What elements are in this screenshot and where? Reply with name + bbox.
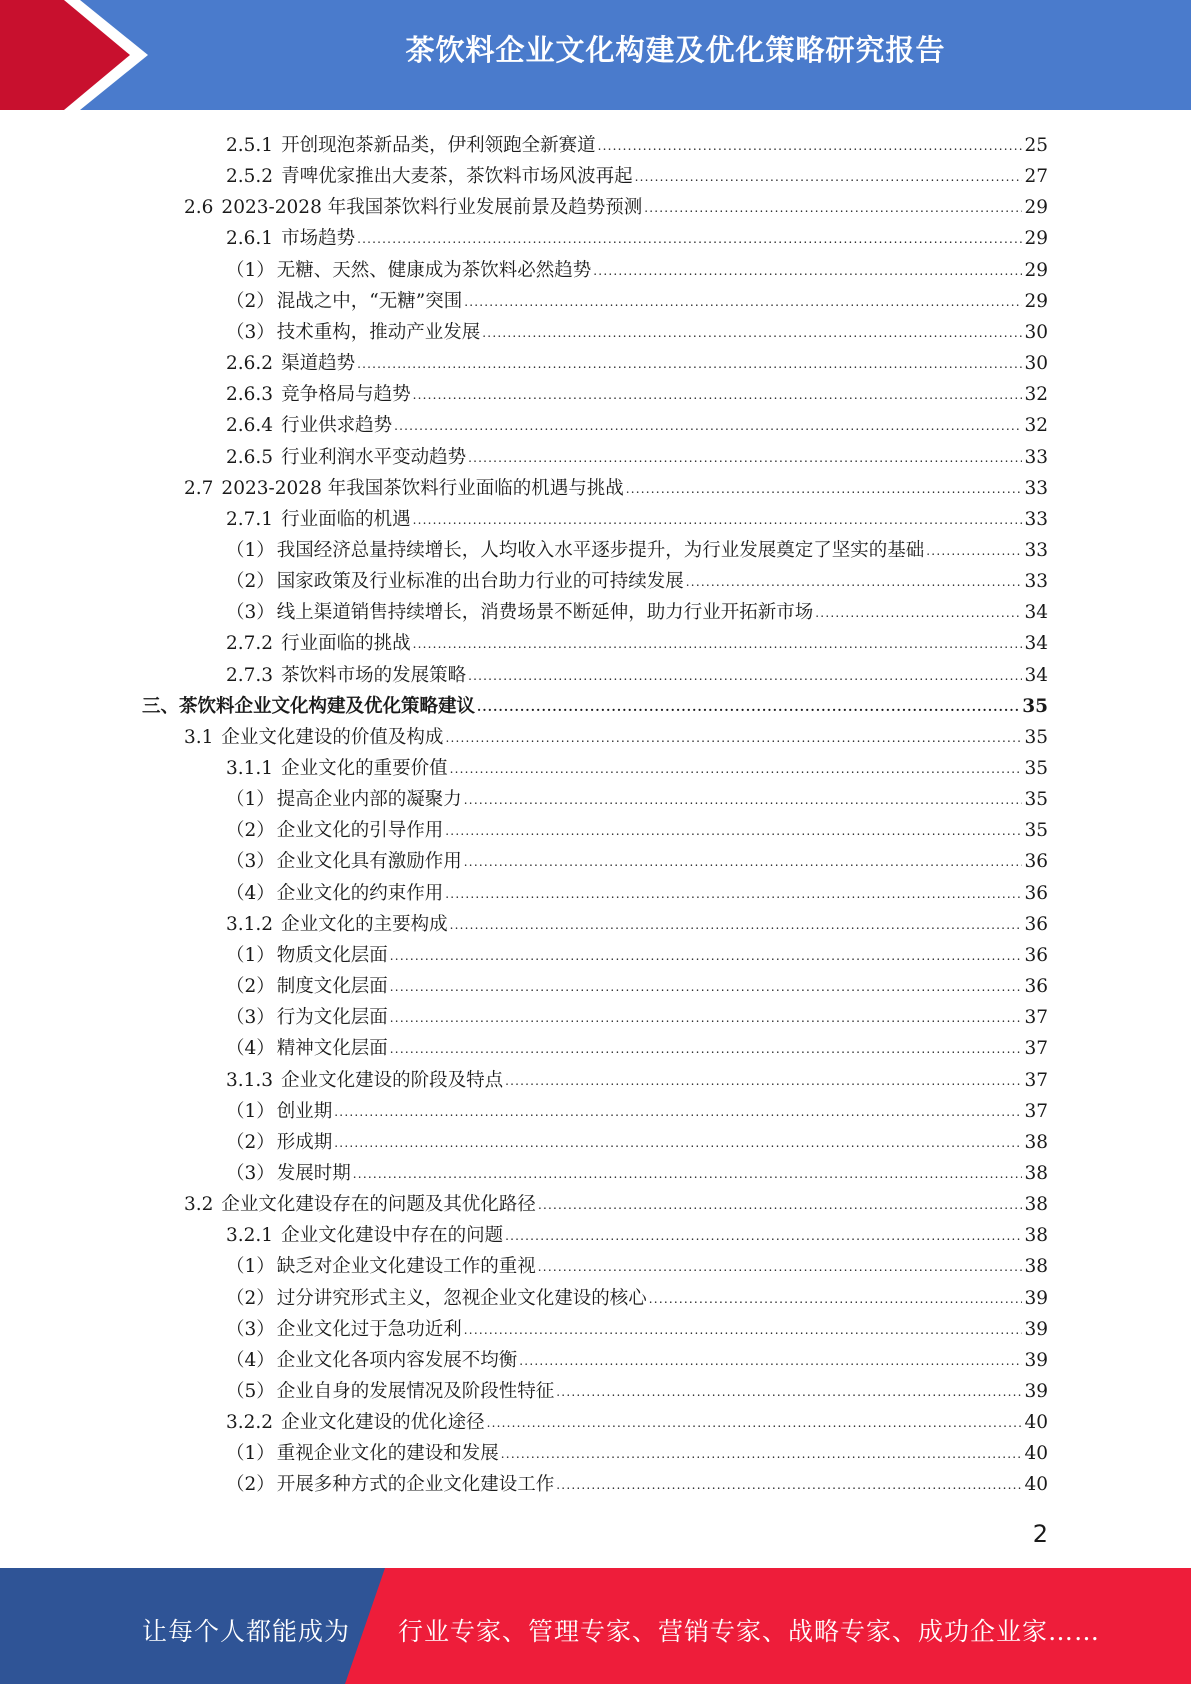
toc-entry[interactable] [184,470,1048,501]
toc-entry[interactable] [226,314,1048,345]
toc-entry-title: 竞争格局与趋势 [281,384,411,406]
footer-banner [0,1568,1191,1684]
toc-dot-leader [357,352,1022,376]
toc-entry-number: （2） [226,820,275,842]
toc-entry-page: 39 [1024,1349,1048,1371]
toc-entry-page: 37 [1024,1038,1048,1060]
toc-entry[interactable] [226,968,1048,999]
toc-entry-number: 2.7 [184,477,214,499]
toc-dot-leader [390,975,1023,999]
toc-entry-page: 38 [1024,1225,1048,1247]
toc-dot-leader [538,1193,1023,1217]
toc-entry-title: 企业文化的重要价值 [281,758,448,779]
toc-entry[interactable] [226,439,1048,470]
toc-entry-page: 29 [1024,197,1048,219]
toc-dot-leader [334,1100,1022,1124]
toc-entry[interactable] [226,657,1048,688]
toc-entry-page: 37 [1024,1069,1048,1091]
toc-entry-title: 企业文化的约束作用 [276,882,444,904]
toc-entry-number: （3） [226,602,275,624]
toc-entry-number: 2.7.2 [226,633,274,655]
footer-slogan-right: 行业专家、管理专家、营销专家、战略专家、成功企业家…… [398,1617,1101,1646]
toc-entry-page: 33 [1024,446,1048,468]
toc-dot-leader [445,819,1022,843]
toc-dot-leader [464,1318,1023,1342]
toc-entry-page: 33 [1024,539,1048,561]
toc-entry-title: 过分讲究形式主义，忽视企业文化建设的核心 [276,1287,647,1309]
toc-entry-number: 2.6.2 [226,353,274,375]
toc-entry-number: （1） [226,944,275,966]
toc-dot-leader [598,134,1023,158]
toc-dot-leader [468,446,1022,470]
toc-dot-leader [464,788,1023,812]
toc-entry-page: 37 [1024,1007,1048,1029]
toc-dot-leader [450,757,1023,781]
toc-entry-number: 2.5.1 [226,135,274,156]
toc-entry[interactable] [226,1466,1048,1497]
toc-entry[interactable] [226,252,1048,283]
toc-entry-page: 38 [1024,1131,1048,1153]
toc-entry-title: 行业面临的机遇 [281,508,411,530]
toc-entry-page: 32 [1024,384,1048,406]
toc-entry[interactable] [226,1217,1048,1248]
toc-entry-number: （4） [226,882,275,904]
toc-entry-title: 我国经济总量持续增长，人均收入水平逐步提升，为行业发展奠定了坚实的基础 [276,539,925,561]
toc-entry[interactable] [226,1280,1048,1311]
toc-entry-page: 36 [1024,976,1048,998]
toc-entry[interactable] [226,283,1048,314]
toc-dot-leader [556,1380,1022,1404]
toc-entry-page: 25 [1024,135,1048,156]
footer-slogan-left: 让每个人都能成为 [142,1617,351,1646]
toc-entry-title: 青啤优家推出大麦茶，茶饮料市场风波再起 [281,166,633,188]
toc-entry-page: 35 [1024,726,1048,748]
toc-dot-leader [357,227,1022,251]
toc-entry-title: 精神文化层面 [276,1038,388,1060]
toc-entry[interactable] [184,189,1048,220]
toc-dot-leader [649,1287,1023,1311]
toc-entry-number: 3.1.3 [226,1069,274,1091]
toc-entry[interactable] [142,688,1048,719]
toc-entry-title: 企业文化的引导作用 [276,820,444,842]
toc-entry[interactable] [226,875,1048,906]
toc-dot-leader [686,570,1023,594]
toc-entry-number: （2） [226,290,275,312]
toc-entry[interactable] [226,1093,1048,1124]
toc-dot-leader [482,321,1022,345]
toc-entry-number: （3） [226,1162,275,1184]
toc-entry[interactable] [226,501,1048,532]
toc-entry-number: 2.6.1 [226,228,274,250]
toc-entry-page: 35 [1022,695,1048,717]
toc-dot-leader [464,850,1023,874]
toc-entry[interactable] [184,1186,1048,1217]
toc-entry[interactable] [226,127,1048,158]
toc-entry-page: 29 [1024,228,1048,250]
toc-entry-page: 35 [1024,820,1048,842]
toc-entry-number: （2） [226,1474,275,1496]
toc-entry-title: 行业面临的挑战 [281,633,411,655]
toc-entry-page: 38 [1024,1162,1048,1184]
toc-entry-page: 33 [1024,571,1048,593]
toc-dot-leader [464,290,1022,314]
toc-entry-page: 40 [1024,1443,1048,1465]
toc-entry-title: 开展多种方式的企业文化建设工作 [276,1474,555,1496]
toc-entry-number: （1） [226,259,275,281]
toc-entry-title: 制度文化层面 [276,976,388,998]
toc-entry-page: 29 [1024,259,1048,281]
toc-entry[interactable] [226,906,1048,937]
toc-entry[interactable] [226,1124,1048,1155]
toc-dot-leader [413,632,1023,656]
toc-entry-number: （5） [226,1381,275,1402]
toc-entry-title: 企业文化建设存在的问题及其优化路径 [221,1194,536,1216]
toc-dot-leader [501,1442,1023,1466]
toc-entry-title: 重视企业文化的建设和发展 [276,1443,499,1465]
toc-entry-number: 3.2.2 [226,1412,274,1434]
toc-entry-title: 渠道趋势 [281,353,356,375]
toc-entry-number: （4） [226,1038,275,1060]
toc-entry-title: 开创现泡茶新品类，伊利领跑全新赛道 [281,135,596,156]
toc-entry-page: 30 [1024,321,1048,343]
toc-entry[interactable] [226,376,1048,407]
toc-entry-title: 缺乏对企业文化建设工作的重视 [276,1256,536,1278]
toc-entry-title: 企业文化各项内容发展不均衡 [276,1349,518,1371]
toc-entry-title: 企业文化过于急功近利 [276,1318,462,1340]
toc-entry-number: 3.2 [184,1194,214,1216]
toc-entry[interactable] [226,407,1048,438]
toc-dot-leader [413,383,1023,407]
toc-entry-page: 27 [1024,166,1048,188]
toc-entry[interactable] [226,781,1048,812]
toc-entry-title: 2023-2028 年我国茶饮料行业面临的机遇与挑战 [221,477,624,499]
toc-entry-title: 茶饮料企业文化构建及优化策略建议 [179,695,476,717]
toc-entry-number: （1） [226,1256,275,1278]
toc-dot-leader [334,1131,1022,1155]
toc-entry-title: 企业文化具有激励作用 [276,851,462,873]
toc-entry-title: 行业利润水平变动趋势 [281,446,467,468]
toc-entry-number: （1） [226,1443,275,1465]
toc-entry-number: （3） [226,1318,275,1340]
toc-entry[interactable] [226,345,1048,376]
toc-dot-leader [413,508,1023,532]
toc-entry-page: 33 [1024,477,1048,499]
toc-entry[interactable] [226,812,1048,843]
toc-entry-page: 36 [1024,944,1048,966]
toc-dot-leader [926,539,1022,563]
toc-entry-title: 国家政策及行业标准的出台助力行业的可持续发展 [276,571,684,593]
toc-entry-page: 39 [1024,1287,1048,1309]
toc-dot-leader [390,944,1023,968]
toc-entry[interactable] [226,1155,1048,1186]
toc-dot-leader [468,664,1022,688]
toc-entry-page: 37 [1024,1100,1048,1122]
toc-entry-number: 2.7.1 [226,508,274,530]
toc-dot-leader [626,477,1023,501]
toc-entry-title: 企业文化建设的价值及构成 [221,726,444,748]
toc-dot-leader [593,259,1022,283]
toc-entry-title: 2023-2028 年我国茶饮料行业发展前景及趋势预测 [221,197,643,219]
toc-dot-leader [445,882,1022,906]
toc-entry[interactable] [226,594,1048,625]
toc-entry[interactable] [226,1030,1048,1061]
toc-entry-page: 39 [1024,1318,1048,1340]
toc-entry[interactable] [184,719,1048,750]
toc-entry[interactable] [226,563,1048,594]
toc-entry-number: 3.1.2 [226,913,274,935]
toc-entry-page: 34 [1024,602,1048,624]
toc-entry-number: （1） [226,1100,275,1122]
toc-dot-leader [556,1473,1022,1497]
toc-entry-title: 企业文化建设的阶段及特点 [281,1069,504,1091]
toc-entry-title: 物质文化层面 [276,944,388,966]
toc-entry[interactable] [226,532,1048,563]
toc-entry[interactable] [226,1311,1048,1342]
toc-entry-number: 2.6 [184,197,214,219]
toc-entry[interactable] [226,1373,1048,1404]
toc-entry-title: 提高企业内部的凝聚力 [276,789,462,811]
toc-entry-number: （3） [226,1007,275,1029]
toc-entry-page: 36 [1024,851,1048,873]
toc-entry-number: 2.6.3 [226,384,274,406]
toc-entry[interactable] [226,220,1048,251]
toc-entry[interactable] [226,1248,1048,1279]
toc-entry-page: 32 [1024,415,1048,437]
toc-entry-title: 茶饮料市场的发展策略 [281,664,467,686]
toc-entry-page: 40 [1024,1474,1048,1496]
toc-entry-page: 40 [1024,1412,1048,1434]
toc-dot-leader [390,1006,1023,1030]
toc-entry-number: （2） [226,571,275,593]
toc-entry-number: 2.7.3 [226,664,274,686]
toc-dot-leader [445,726,1022,750]
toc-entry-number: （1） [226,789,275,811]
toc-dot-leader [394,414,1022,438]
toc-entry-number: 2.5.2 [226,166,274,188]
toc-entry-number: （2） [226,976,275,998]
toc-entry-number: （3） [226,851,275,873]
toc-entry-title: 企业自身的发展情况及阶段性特征 [276,1381,555,1402]
report-title: 茶饮料企业文化构建及优化策略研究报告 [405,33,946,67]
toc-entry-number: （2） [226,1287,275,1309]
toc-entry-page: 30 [1024,353,1048,375]
toc-entry-page: 33 [1024,508,1048,530]
toc-entry-number: 3.2.1 [226,1225,274,1247]
toc-entry-page: 34 [1024,633,1048,655]
toc-entry-title: 行业供求趋势 [281,415,393,437]
toc-entry[interactable] [226,999,1048,1030]
toc-entry-page: 35 [1024,758,1048,779]
toc-dot-leader [487,1411,1023,1435]
toc-entry-title: 企业文化建设的优化途径 [281,1412,485,1434]
toc-entry[interactable] [226,625,1048,656]
toc-entry-number: 3.1 [184,726,214,748]
toc-entry-number: 2.6.5 [226,446,274,468]
toc-entry-page: 35 [1024,789,1048,811]
toc-entry-title: 线上渠道销售持续增长，消费场景不断延伸，助力行业开拓新市场 [276,602,814,624]
toc-entry-title: 企业文化的主要构成 [281,913,448,935]
toc-entry-title: 发展时期 [276,1162,351,1184]
toc-entry[interactable] [226,1342,1048,1373]
toc-dot-leader [644,196,1022,220]
toc-entry-title: 无糖、天然、健康成为茶饮料必然趋势 [276,259,592,281]
toc-dot-leader [450,913,1023,937]
toc-entry-number: （4） [226,1349,275,1371]
toc-entry-page: 39 [1024,1381,1048,1402]
page-number: 2 [1032,1520,1048,1548]
toc-entry-number: （2） [226,1131,275,1153]
toc-entry[interactable] [226,158,1048,189]
toc-entry-number: （3） [226,321,275,343]
toc-entry-page: 34 [1024,664,1048,686]
toc-entry-page: 38 [1024,1256,1048,1278]
toc-entry[interactable] [226,937,1048,968]
header-banner [0,0,1191,110]
toc-entry-page: 38 [1024,1194,1048,1216]
toc-entry-page: 36 [1024,882,1048,904]
toc-entry[interactable] [226,1062,1048,1093]
toc-dot-leader [538,1255,1023,1279]
toc-entry-title: 技术重构，推动产业发展 [276,321,481,343]
toc-dot-leader [477,695,1020,719]
toc-dot-leader [390,1037,1023,1061]
toc-dot-leader [635,165,1023,189]
toc-entry[interactable] [226,1404,1048,1435]
toc-entry-title: 创业期 [276,1100,333,1122]
toc-entry[interactable] [226,843,1048,874]
toc-entry-number: 三、 [142,695,180,717]
toc-entry-page: 36 [1024,913,1048,935]
toc-entry-title: 形成期 [276,1131,333,1153]
toc-dot-leader [353,1162,1023,1186]
toc-entry-title: 市场趋势 [281,228,356,250]
toc-entry-number: （1） [226,539,275,561]
toc-entry-number: 2.6.4 [226,415,274,437]
toc-entry-page: 29 [1024,290,1048,312]
toc-entry-number: 3.1.1 [226,758,274,779]
toc-entry-title: 企业文化建设中存在的问题 [281,1225,504,1247]
toc-entry-title: 混战之中，“无糖”突围 [276,290,463,312]
toc-entry[interactable] [226,750,1048,781]
toc-entry[interactable] [226,1435,1048,1466]
toc-entry-title: 行为文化层面 [276,1007,388,1029]
toc-dot-leader [815,601,1022,625]
toc-dot-leader [505,1224,1022,1248]
toc-dot-leader [505,1069,1022,1093]
toc-dot-leader [519,1349,1022,1373]
